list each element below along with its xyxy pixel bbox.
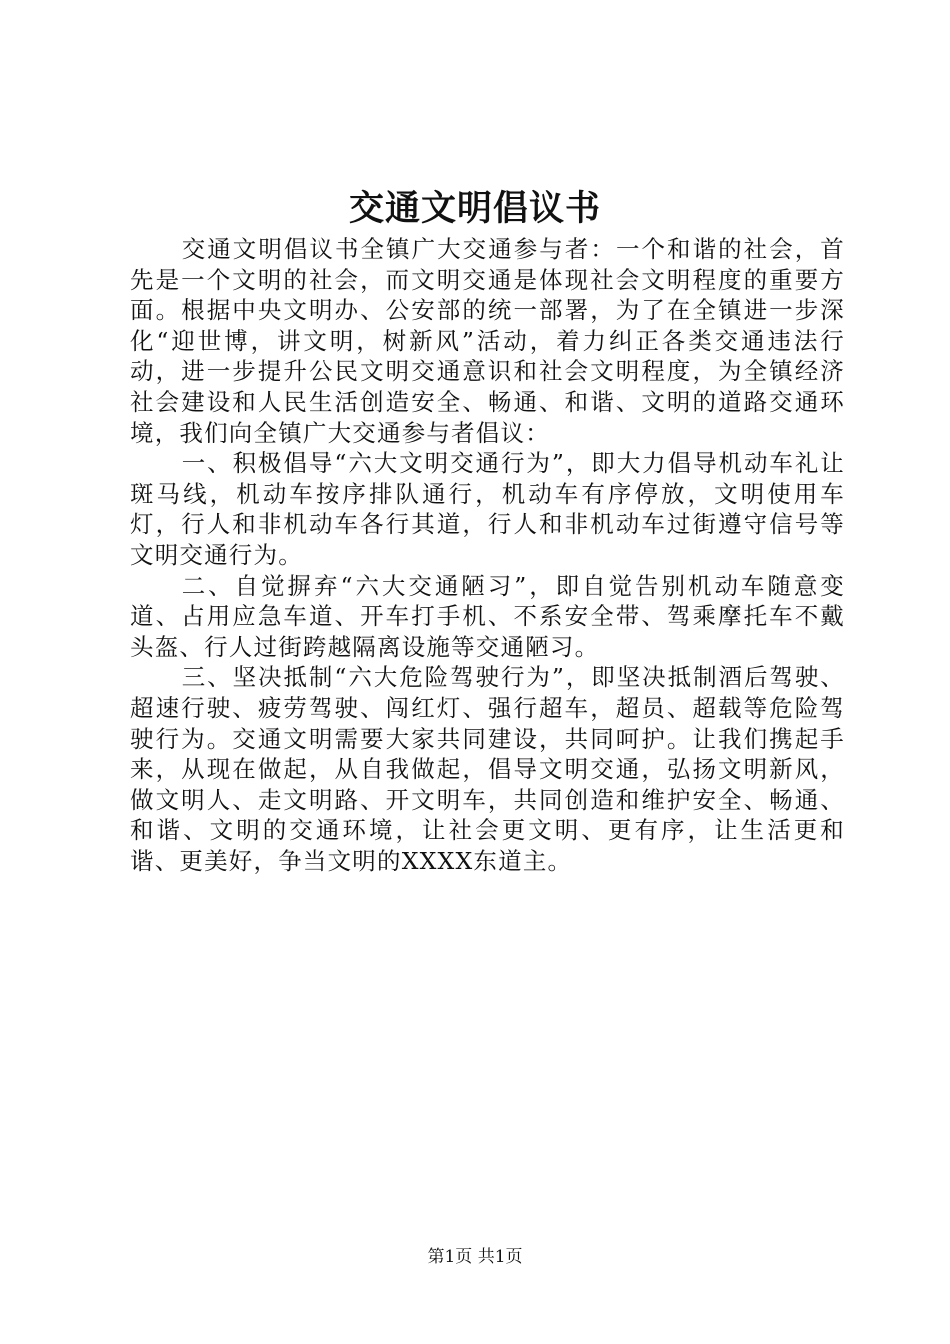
page-number-footer: 第1页 共1页	[427, 1247, 523, 1267]
document-title: 交通文明倡议书	[348, 188, 601, 229]
paragraph-item-2: 二、自觉摒弃“六大交通陋习”，即自觉告别机动车随意变道、占用应急车道、开车打手机、不系安全带、驾乘摩托车不戴头盔、行人过街跨越隔离设施等交通陋习。	[130, 571, 845, 661]
paragraph-item-1: 一、积极倡导“六大文明交通行为”，即大力倡导机动车礼让斑马线，机动车按序排队通行，机动车有序停放，文明使用车灯，行人和非机动车各行其道，行人和非机动车过街遵守信号等文明交通行为。	[130, 449, 845, 569]
paragraph-item-3: 三、坚决抵制“六大危险驾驶行为”，即坚决抵制酒后驾驶、超速行驶、疲劳驾驶、闯红灯、强行超车，超员、超载等危险驾驶行为。交通文明需要大家共同建设，共同呵护。让我们携起手来，从现在做起，从自我做起，倡导文明交通，弘扬文明新风，做文明人、走文明路、开文明车，共同创造和维护安全、畅通、和谐、文明的交通环境，让社会更文明、更有序，让生活更和谐、更美好，争当文明的XXXX东道主。	[130, 663, 845, 875]
paragraph-intro: 交通文明倡议书全镇广大交通参与者：一个和谐的社会，首先是一个文明的社会，而文明交通是体现社会文明程度的重要方面。根据中央文明办、公安部的统一部署，为了在全镇进一步深化“迎世博，讲文明，树新风”活动，着力纠正各类交通违法行动，进一步提升公民文明交通意识和社会文明程度，为全镇经济社会建设和人民生活创造安全、畅通、和谐、文明的道路交通环境，我们向全镇广大交通参与者倡议：	[130, 235, 845, 447]
document-body	[130, 234, 845, 876]
